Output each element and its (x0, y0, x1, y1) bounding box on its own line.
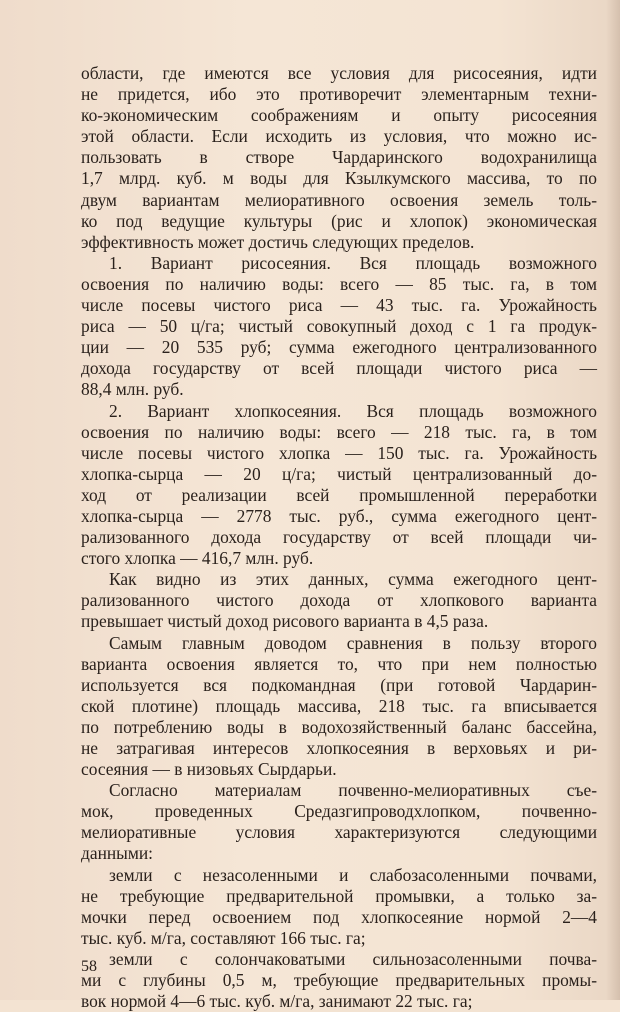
text-line: мелиоративные условия характеризуются следующими (81, 822, 597, 843)
text-line: эффективность может достичь следующих пределов. (81, 231, 475, 252)
paragraph (81, 253, 597, 401)
text-line: ции — 20 535 руб; сумма ежегодного централизованного (81, 337, 597, 358)
page-spine-shadow (606, 0, 620, 1000)
text-line: по потреблению воды в водохозяйственный баланс бассейна, (81, 716, 597, 737)
text-line: ми с глубины 0,5 м, требующие предварительных промы- (81, 970, 597, 991)
page-number: 58 (81, 958, 97, 975)
text-line: освоения по наличию воды: всего — 85 тыс. га, в том (81, 273, 597, 294)
text-line: 2. Вариант хлопкосеяния. Вся площадь возможного (109, 400, 597, 421)
text-line: не требующие предварительной промывки, а только за- (81, 885, 597, 906)
paragraph (81, 569, 597, 632)
paragraph (81, 949, 597, 1012)
text-line: ко-экономическим соображениям и опыту рисосеяния (81, 105, 597, 126)
text-line: 1. Вариант рисосеяния. Вся площадь возможного (109, 252, 597, 273)
paragraph (81, 633, 597, 781)
text-line: этой области. Если исходить из условия, что можно ис- (81, 126, 597, 147)
text-line: 88,4 млн. руб. (81, 379, 184, 400)
text-line: хлопка-сырца — 20 ц/га; чистый централизованный до- (81, 463, 597, 484)
text-line: не затрагивая интересов хлопкосеяния в верховьях и ри- (81, 738, 597, 758)
text-line: ской плотине) площадь массива, 218 тыс. га вписывается (81, 695, 597, 716)
text-line: Согласно материалам почвенно-мелиоративных съе- (109, 780, 597, 801)
text-line: области, где имеются все условия для рисосеяния, идти (81, 63, 597, 83)
text-line: числе посевы чистого риса — 43 тыс. га. Урожайность (81, 295, 597, 316)
text-line: данными: (81, 843, 154, 864)
text-line: двум вариантам мелиоративного освоения земель толь- (81, 189, 597, 210)
text-line: мочки перед освоением под хлопкосеяние нормой 2—4 (81, 906, 597, 927)
text-line: используется вся подкомандная (при готовой Чардарин- (81, 674, 597, 695)
text-line: превышает чистый доход рисового варианта в 4,5 раза. (81, 611, 489, 632)
text-line: числе посевы чистого хлопка — 150 тыс. га. Урожайность (81, 442, 597, 463)
text-line: вок нормой 4—6 тыс. куб. м/га, занимают 22 тыс. га; (81, 991, 473, 1012)
paragraph (81, 865, 597, 949)
text-line: Самым главным доводом сравнения в пользу второго (109, 632, 597, 653)
text-line: тыс. куб. м/га, составляют 166 тыс. га; (81, 927, 366, 948)
text-line: 1,7 млрд. куб. м воды для Кзылкумского массива, то по (81, 168, 597, 189)
text-line: мок, проведенных Средазгипроводхлопком, почвенно- (81, 801, 597, 822)
text-line: рализованного дохода государству от всей площади чи- (81, 527, 597, 548)
paragraph (81, 63, 597, 253)
text-line: Как видно из этих данных, сумма ежегодного цент- (109, 569, 597, 590)
text-line: не придется, ибо это противоречит элементарным техни- (81, 84, 597, 105)
text-line: дохода государству от всей площади чистого риса — (81, 358, 597, 379)
text-line: хлопка-сырца — 2778 тыс. руб., сумма ежегодного цент- (81, 505, 597, 526)
text-line: ко под ведущие культуры (рис и хлопок) экономическая (81, 210, 597, 231)
text-line: стого хлопка — 416,7 млн. руб. (81, 548, 314, 569)
text-line: сосеяния — в низовьях Сырдарьи. (81, 759, 337, 780)
paragraph (81, 401, 597, 570)
text-line: пользовать в створе Чардаринского водохранилища (81, 147, 597, 168)
paragraph (81, 780, 597, 864)
text-line: освоения по наличию воды: всего — 218 тыс. га, в том (81, 421, 597, 442)
text-line: рализованного чистого дохода от хлопкового варианта (81, 590, 597, 611)
text-line: риса — 50 ц/га; чистый совокупный доход с 1 га продук- (81, 316, 597, 337)
text-line: варианта освоения является то, что при нем полностью (81, 653, 597, 674)
text-line: земли с солончаковатыми сильнозасоленными почва- (109, 948, 597, 969)
body-text (81, 63, 597, 1012)
text-line: ход от реализации всей промышленной переработки (81, 484, 597, 505)
text-line: земли с незасоленными и слабозасоленными почвами, (109, 864, 597, 885)
